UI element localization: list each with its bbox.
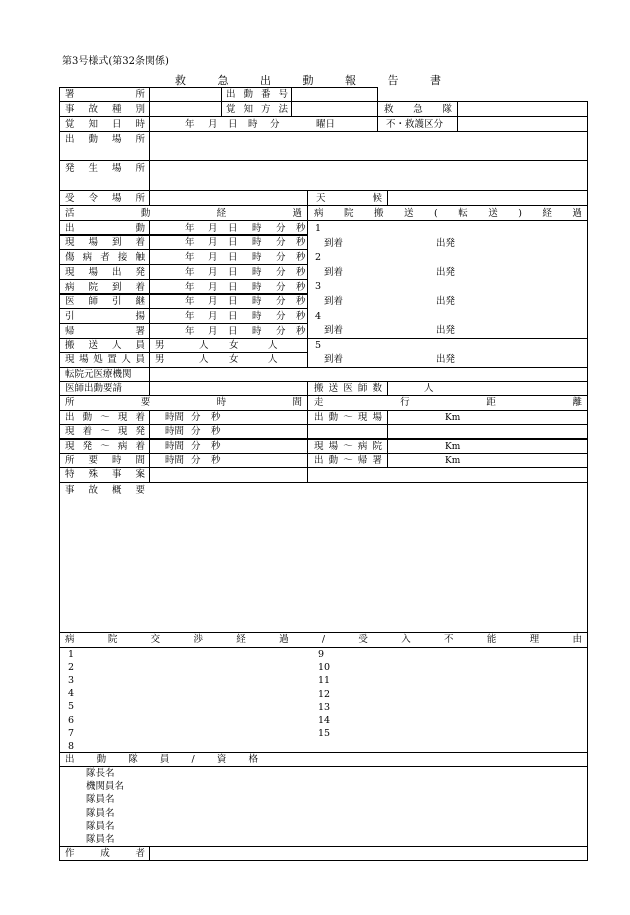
negotiation-number: 5	[68, 701, 75, 713]
order-place-label: 受 令 場 所	[65, 193, 145, 204]
second-unit: 秒	[211, 441, 221, 452]
time-unit-label: 時	[252, 282, 262, 293]
negotiation-number: 15	[318, 728, 331, 740]
weather-label: 天 候	[316, 193, 382, 204]
second-unit: 秒	[211, 455, 221, 466]
special-notes-blank-cell	[307, 467, 588, 483]
weather-value-cell	[387, 190, 588, 206]
person-unit: 人	[268, 354, 278, 365]
date-unit-label: 年	[185, 119, 195, 130]
distance-label: 現 場 〜 病 院	[314, 441, 382, 452]
awareness-datetime-value-cell	[149, 116, 378, 132]
author-label: 作 成 者	[65, 848, 145, 859]
time-unit-label: 月	[208, 237, 218, 248]
activity-heading: 活 動 経 過	[65, 208, 302, 219]
arrival-label: 到着	[324, 267, 344, 278]
non-transport-value-cell	[457, 116, 588, 132]
time-unit-label: 分	[276, 252, 286, 263]
incident-type-value-cell	[149, 101, 222, 117]
hour-unit: 時間	[165, 441, 185, 452]
crew-member-label: 隊員名	[86, 834, 115, 845]
transfer-origin-label: 転院元医療機関	[65, 369, 132, 380]
km-unit: Km	[445, 456, 461, 466]
negotiation-number: 3	[68, 675, 75, 687]
occurrence-place-label: 発 生 場 所	[65, 163, 145, 174]
on-scene-label: 現 場 処 置 人 員	[65, 354, 145, 365]
negotiation-number: 9	[318, 649, 325, 660]
required-time-label: 現 着 〜 現 発	[65, 426, 145, 437]
weekday-label: 曜日	[316, 119, 336, 130]
station-label: 署 所	[65, 89, 145, 100]
incident-type-label: 事 故 種 別	[65, 104, 145, 115]
female-label: 女	[229, 354, 239, 365]
minute-unit: 分	[191, 412, 201, 423]
form-title: 救 急 出 動 報 告 書	[175, 74, 455, 87]
required-time-heading: 所 要 時 間	[65, 397, 302, 408]
time-unit-label: 分	[276, 311, 286, 322]
negotiation-number: 11	[318, 675, 331, 687]
distance-value-cell	[387, 439, 588, 454]
negotiation-number: 1	[68, 649, 75, 660]
date-unit-label: 月	[208, 119, 218, 130]
station-value-cell	[149, 87, 222, 102]
crew-member-label: 隊員名	[86, 807, 115, 819]
time-unit-label: 秒	[296, 252, 306, 263]
time-unit-label: 時	[252, 326, 262, 337]
time-unit-label: 時	[252, 223, 262, 234]
time-unit-label: 年	[185, 326, 195, 337]
activity-label: 現 場 出 発	[65, 267, 145, 278]
dispatch-place-value-cell	[149, 131, 588, 161]
form-number: 第3号様式(第32条関係)	[62, 56, 169, 67]
required-time-label: 所 要 時 間	[65, 455, 145, 466]
transport-number: 3	[315, 281, 322, 292]
time-unit-label: 秒	[296, 282, 306, 293]
special-notes-label: 特 殊 事 案	[65, 469, 145, 480]
minute-unit: 分	[191, 426, 201, 437]
awareness-method-value-cell	[291, 101, 378, 117]
doctor-request-value-cell	[149, 381, 308, 396]
time-unit-label: 月	[208, 326, 218, 337]
time-unit-label: 時	[252, 267, 262, 278]
distance-value-cell	[387, 453, 588, 468]
time-unit-label: 秒	[296, 311, 306, 322]
hour-unit: 時間	[165, 426, 185, 437]
transport-number: 1	[315, 223, 322, 234]
time-unit-label: 年	[185, 296, 195, 307]
special-notes-value-cell	[149, 467, 308, 483]
time-unit-label: 月	[208, 311, 218, 322]
negotiation-number: 14	[318, 715, 331, 726]
doctor-count-label: 搬 送 医 師 数	[314, 383, 382, 394]
second-unit: 秒	[211, 412, 221, 423]
distance-heading: 走 行 距 離	[314, 397, 582, 408]
time-unit-label: 秒	[296, 296, 306, 307]
distance-value-cell	[387, 410, 588, 425]
time-unit-label: 日	[228, 311, 238, 322]
time-unit-label: 分	[276, 326, 286, 337]
activity-label: 出 動	[65, 223, 145, 234]
negotiation-number: 10	[318, 662, 331, 674]
time-unit-label: 月	[208, 267, 218, 278]
time-unit-label: 年	[185, 267, 195, 278]
negotiation-number: 13	[318, 701, 331, 713]
doctor-request-label: 医師出動要請	[65, 383, 123, 394]
time-unit-label: 分	[276, 296, 286, 307]
non-transport-label: 不・救護区分	[386, 119, 444, 130]
order-place-value-cell	[149, 190, 308, 206]
transport-number: 2	[315, 252, 322, 263]
activity-label: 引 揚	[65, 311, 145, 322]
time-unit-label: 月	[208, 282, 218, 293]
activity-label: 傷 病 者 接 触	[65, 252, 145, 263]
occurrence-place-value-cell	[149, 160, 588, 191]
time-unit-label: 年	[185, 223, 195, 234]
crew-list-cell	[59, 766, 588, 847]
dispatch-no-label: 出 動 番 号	[226, 89, 288, 100]
time-unit-label: 分	[276, 237, 286, 248]
activity-label: 医 師 引 継	[65, 296, 145, 307]
time-unit-label: 分	[276, 282, 286, 293]
person-unit: 人	[424, 383, 434, 394]
crew-member-label: 隊員名	[86, 794, 115, 806]
author-value-cell	[149, 846, 588, 861]
negotiation-number: 12	[318, 688, 331, 700]
transport-number: 5	[315, 340, 322, 351]
female-label: 女	[229, 340, 239, 351]
negotiation-number: 2	[68, 662, 75, 674]
summary-label: 事 故 概 要	[65, 485, 145, 496]
time-unit-label: 日	[228, 296, 238, 307]
time-unit-label: 年	[185, 252, 195, 263]
arrival-label: 到着	[324, 238, 344, 249]
activity-label: 病 院 到 着	[65, 282, 145, 293]
time-unit-label: 秒	[296, 326, 306, 337]
time-unit-label: 年	[185, 311, 195, 322]
second-unit: 秒	[211, 426, 221, 437]
time-unit-label: 日	[228, 252, 238, 263]
time-unit-label: 分	[276, 267, 286, 278]
time-unit-label: 時	[252, 237, 262, 248]
distance-label: 出 動 〜 帰 署	[314, 455, 382, 466]
minute-unit: 分	[191, 455, 201, 466]
awareness-datetime-label: 覚 知 日 時	[65, 119, 145, 130]
time-unit-label: 時	[252, 252, 262, 263]
time-unit-label: 月	[208, 252, 218, 263]
time-unit-label: 日	[228, 223, 238, 234]
time-unit-label: 分	[276, 223, 286, 234]
transport-progress-lower-cell	[307, 338, 588, 368]
departure-label: 出発	[436, 354, 456, 365]
negotiation-number: 8	[68, 740, 75, 752]
ambulance-unit-label: 救 急 隊	[384, 104, 452, 115]
date-unit-label: 日	[228, 119, 238, 130]
time-unit-label: 日	[228, 267, 238, 278]
date-unit-label: 時	[248, 119, 258, 130]
time-unit-label: 月	[208, 223, 218, 234]
time-unit-label: 秒	[296, 223, 306, 234]
date-unit-label: 分	[270, 119, 280, 130]
hour-unit: 時間	[165, 455, 185, 466]
crew-member-label: 機関員名	[86, 781, 125, 793]
departure-label: 出発	[436, 296, 456, 307]
time-unit-label: 年	[185, 282, 195, 293]
transport-heading: 病 院 搬 送 ( 転 送 ) 経 過	[314, 208, 582, 219]
person-unit: 人	[268, 340, 278, 351]
person-unit: 人	[199, 340, 209, 351]
required-time-label: 現 発 〜 病 着	[65, 441, 145, 452]
km-unit: Km	[445, 442, 461, 452]
arrival-label: 到着	[324, 354, 344, 365]
crew-heading: 出 動 隊 員 / 資 格	[65, 754, 258, 765]
crew-member-label: 隊員名	[86, 820, 115, 832]
arrival-label: 到着	[324, 296, 344, 307]
required-time-label: 出 動 〜 現 着	[65, 412, 145, 423]
time-unit-label: 秒	[296, 267, 306, 278]
time-unit-label: 年	[185, 237, 195, 248]
transfer-origin-value-cell	[149, 367, 588, 382]
ambulance-unit-value-cell	[457, 101, 588, 117]
negotiation-number: 4	[68, 688, 75, 700]
distance-value-cell	[387, 424, 588, 439]
male-label: 男	[155, 354, 165, 365]
transported-label: 搬 送 人 員	[65, 340, 145, 351]
person-unit: 人	[199, 354, 209, 365]
departure-label: 出発	[436, 325, 456, 336]
time-unit-label: 日	[228, 237, 238, 248]
time-unit-label: 日	[228, 282, 238, 293]
male-label: 男	[155, 340, 165, 351]
activity-label: 現 場 到 着	[65, 237, 145, 248]
dispatch-no-value-cell	[291, 87, 378, 102]
arrival-label: 到着	[324, 325, 344, 336]
negotiation-heading: 病 院 交 渉 経 過 / 受 入 不 能 理 由	[65, 634, 582, 645]
departure-label: 出発	[436, 238, 456, 249]
time-unit-label: 時	[252, 311, 262, 322]
dispatch-place-label: 出 動 場 所	[65, 134, 145, 145]
negotiation-number: 7	[68, 727, 75, 739]
time-unit-label: 月	[208, 296, 218, 307]
transport-number: 4	[315, 311, 322, 322]
hour-unit: 時間	[165, 412, 185, 423]
minute-unit: 分	[191, 441, 201, 452]
time-unit-label: 日	[228, 326, 238, 337]
distance-label-cell	[307, 424, 388, 439]
departure-label: 出発	[436, 267, 456, 278]
summary-cell	[59, 482, 588, 633]
km-unit: Km	[445, 413, 461, 423]
activity-label: 帰 署	[65, 326, 145, 337]
doctor-count-value-cell	[387, 381, 588, 396]
awareness-method-label: 覚 知 方 法	[226, 104, 288, 115]
negotiation-number: 6	[68, 714, 75, 726]
distance-label: 出 動 〜 現 場	[314, 412, 382, 423]
crew-member-label: 隊長名	[86, 768, 115, 779]
time-unit-label: 時	[252, 296, 262, 307]
time-unit-label: 秒	[296, 237, 306, 248]
